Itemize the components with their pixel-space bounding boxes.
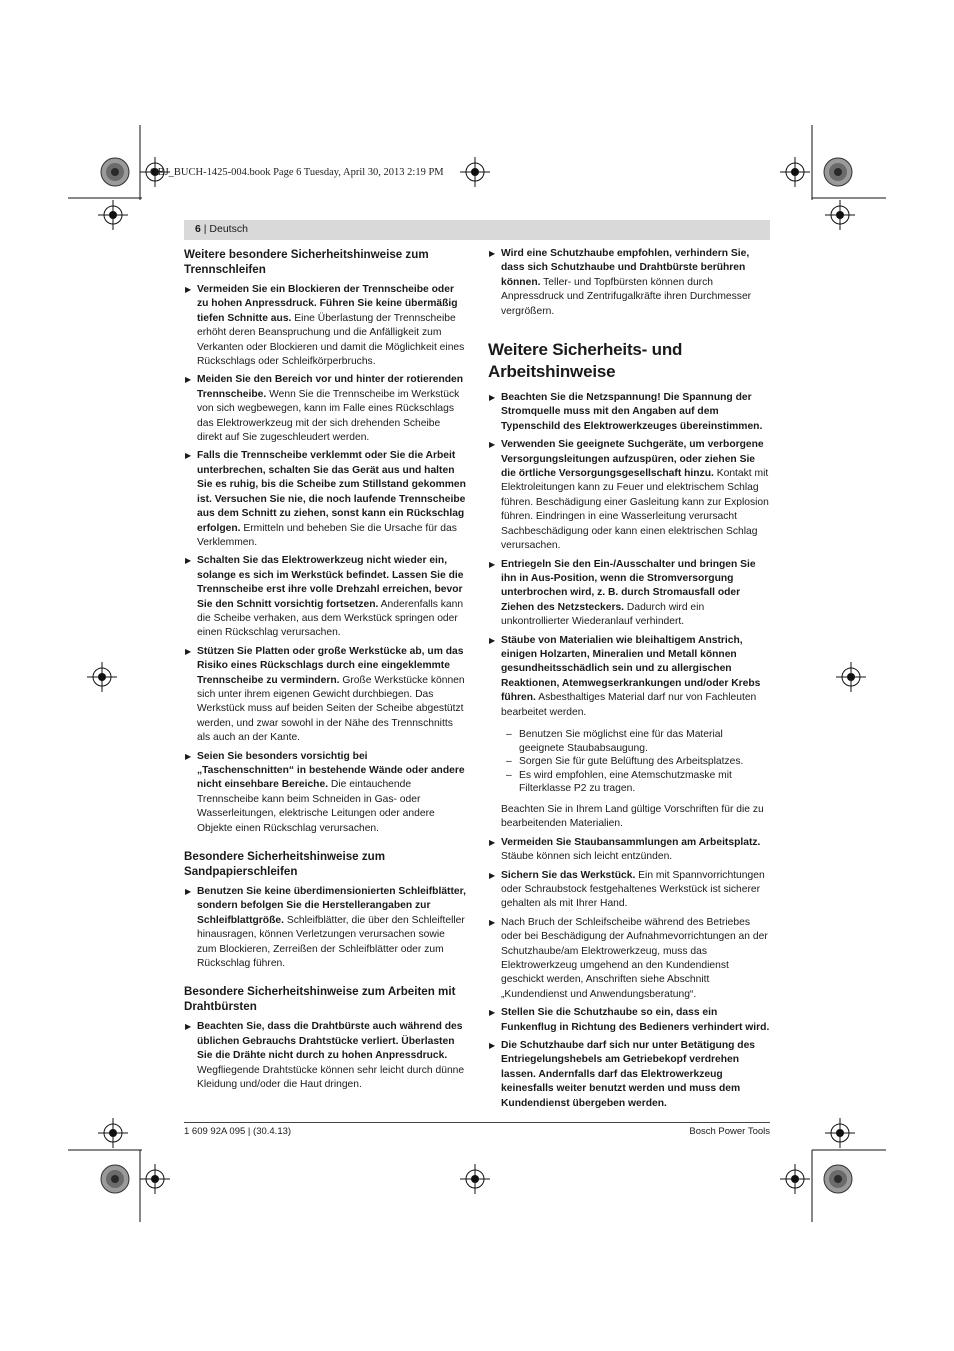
dash-bullet: – <box>506 756 512 768</box>
item-text: Große Werkstücke können sich unter ihrem eigenen Gewicht durchbiegen. Das Werkstück muss auf beiden Seiten der Scheibe abgestützt werden, und zwar sowohl in der Nähe des Trennschnitts als auch an der Kante. <box>197 674 465 744</box>
list-item <box>488 558 770 630</box>
bullet-triangle-icon: ▶ <box>489 837 496 847</box>
list-item <box>184 554 466 640</box>
item-text: Asbesthaltiges Material darf nur von Fachleuten bearbeitet werden. <box>501 692 757 718</box>
list-item <box>488 916 770 1002</box>
list-item <box>184 373 466 445</box>
bullet-triangle-icon: ▶ <box>185 1022 192 1032</box>
bullet-triangle-icon: ▶ <box>185 751 192 761</box>
dash-list <box>488 728 770 796</box>
list-item <box>488 634 770 720</box>
list-item <box>184 750 466 836</box>
item-text: Dadurch wird ein unkontrollierter Wiederanlauf verhindert. <box>501 601 705 628</box>
item-emphasis: Stäube von Materialien wie bleihaltigem Anstrich, einigen Holzarten, Mineralien und Metall können gesundheitsschädlich sein und zu allergischen Reaktionen, Atemwegserkrankungen und/oder Krebs führen. <box>501 634 761 704</box>
list-item <box>184 283 466 369</box>
bullet-triangle-icon: ▶ <box>489 559 496 569</box>
item-emphasis: Entriegeln Sie den Ein-/Ausschalter und bringen Sie ihn in Aus-Position, wenn die Stromversorgung unterbrochen wird, z. B. durch Stromausfall oder Ziehen des Netzsteckers. <box>501 558 756 613</box>
dash-text: Sorgen Sie für gute Belüftung des Arbeitsplatzes. <box>519 756 744 768</box>
page-header <box>195 223 248 235</box>
bullet-triangle-icon: ▶ <box>185 556 192 566</box>
right-column <box>488 247 770 1115</box>
item-emphasis: Schalten Sie das Elektrowerkzeug nicht wieder ein, solange es sich im Werkstück befindet. Lassen Sie die Trennscheibe erst ihre volle Drehzahl erreichen, bevor Sie den Schnitt vorsichtig fortsetzen. <box>197 555 464 610</box>
list-item <box>184 449 466 550</box>
bullet-triangle-icon: ▶ <box>489 249 496 258</box>
list-item <box>184 885 466 971</box>
list-item <box>488 836 770 865</box>
list-item <box>488 391 770 434</box>
dash-bullet: – <box>506 769 512 781</box>
item-emphasis: Verwenden Sie geeignete Suchgeräte, um verborgene Versorgungsleitungen aufzuspüren, oder ziehen Sie die örtliche Versorgungsgesellschaft hinzu. <box>501 439 764 480</box>
item-emphasis: Beachten Sie, dass die Drahtbürste auch während des üblichen Gebrauchs Drahtstücke verliert. Überlasten Sie die Drähte nicht durch zu hohen Anpressdruck. <box>197 1021 463 1062</box>
item-emphasis: Wird eine Schutzhaube empfohlen, verhindern Sie, dass sich Schutzhaube und Drahtbürste berühren können. <box>501 248 750 288</box>
bullet-triangle-icon: ▶ <box>489 440 496 450</box>
bullet-triangle-icon: ▶ <box>489 1041 496 1051</box>
bullet-triangle-icon: ▶ <box>185 285 192 294</box>
item-emphasis: Stützen Sie Platten oder große Werkstücke ab, um das Risiko eines Rückschlags durch eine eingeklemmte Trennscheibe zu vermindern. <box>197 645 464 686</box>
bullet-triangle-icon: ▶ <box>185 375 192 385</box>
footer-rule <box>184 1122 770 1123</box>
item-emphasis: Vermeiden Sie ein Blockieren der Trennscheibe oder zu hohen Anpressdruck. Führen Sie keine übermäßig tiefen Schnitte aus. <box>197 284 458 324</box>
list-item <box>488 1006 770 1035</box>
header-separator: | <box>200 223 210 235</box>
item-emphasis: Benutzen Sie keine überdimensionierten Schleifblätter, sondern befolgen Sie die Herstellerangaben zur Schleifblattgröße. <box>197 886 466 926</box>
footer-brand: Bosch Power Tools <box>689 1126 770 1137</box>
print-info-line: OBJ_BUCH-1425-004.book Page 6 Tuesday, April 30, 2013 2:19 PM <box>150 167 444 178</box>
item-text: Ermitteln und beheben Sie die Ursache für das Verklemmen. <box>197 522 457 548</box>
dash-list-item <box>488 769 770 796</box>
section-heading: Besondere Sicherheitshinweise zum Arbeiten mit Drahtbürsten <box>184 985 456 1014</box>
item-text: Die eintauchende Trennscheibe kann beim Schneiden in Gas- oder Wasserleitungen, elektrische Leitungen oder andere Objekte einen Rückschlag verursachen. <box>197 779 435 834</box>
item-text: Teller- und Topfbürsten können durch Anpressdruck und Zentrifugalkräfte ihren Durchmesser vergrößern. <box>501 276 752 317</box>
list-item <box>184 645 466 746</box>
dash-text: Benutzen Sie möglichst eine für das Material geeignete Staubabsaugung. <box>519 728 723 754</box>
section-heading: Besondere Sicherheitshinweise zum Sandpapierschleifen <box>184 850 386 879</box>
bullet-triangle-icon: ▶ <box>185 646 192 656</box>
dash-note: Beachten Sie in Ihrem Land gültige Vorschriften für die zu bearbeitenden Materialien. <box>501 803 764 830</box>
dash-text: Es wird empfohlen, eine Atemschutzmaske mit Filterklasse P2 zu tragen. <box>519 769 732 795</box>
item-text: Nach Bruch der Schleifscheibe während des Betriebes oder bei Beschädigung der Aufnahmevorrichtungen an der Schutzhaube/am Elektrowerkzeug, muss das Elektrowerkzeug umgehend an den Kundendienst geschickt werden, Anschriften siehe Abschnitt „Kundendienst und Anwendungsberatung“. <box>501 916 768 1000</box>
item-text: Ein mit Spannvorrichtungen oder Schraubstock festgehaltenes Werkstück ist sicherer gehalten als mit Ihrer Hand. <box>501 869 765 910</box>
bullet-triangle-icon: ▶ <box>185 887 192 897</box>
item-text: Eine Überlastung der Trennscheibe erhöht deren Beanspruchung und die Anfälligkeit zum Verkanten oder Blockieren und damit die Möglichkeit eines Rückschlags oder Schleifkörperbruchs. <box>197 312 465 368</box>
dash-list-item <box>488 728 770 755</box>
dash-bullet: – <box>506 728 512 740</box>
item-text: Schleifblätter, die über den Schleifteller hinausragen, können Verletzungen verursachen sowie zum Blockieren, Zerreißen der Schleifblätter oder zum Rückschlag führen. <box>197 914 465 970</box>
item-emphasis: Vermeiden Sie Staubansammlungen am Arbeitsplatz. <box>501 836 761 848</box>
footer-doc-number: 1 609 92A 095 | (30.4.13) <box>184 1126 292 1137</box>
page-header-bar <box>184 220 770 240</box>
section-heading: Weitere besondere Sicherheitshinweise zum Trennschleifen <box>184 248 429 276</box>
header-language: Deutsch <box>209 223 248 235</box>
item-text: Wenn Sie die Trennscheibe im Werkstück von sich wegbewegen, kann im Falle eines Rückschlags das Elektrowerkzeug mit der sich drehenden Scheibe direkt auf Sie zugeschleudert werden. <box>197 388 460 444</box>
bullet-triangle-icon: ▶ <box>489 1008 496 1018</box>
bullet-triangle-icon: ▶ <box>489 870 496 880</box>
bullet-triangle-icon: ▶ <box>489 917 496 927</box>
bullet-triangle-icon: ▶ <box>185 451 192 461</box>
list-item <box>488 247 770 319</box>
item-text: Anderenfalls kann die Scheibe verhaken, aus dem Werkstück springen oder einen Rückschlag verursachen. <box>197 598 464 639</box>
item-emphasis: Die Schutzhaube darf sich nur unter Betätigung des Entriegelungshebels am Getriebekopf verdrehen lassen. Andernfalls darf das Elektrowerkzeug keinesfalls weiter benutzt werden und muss dem Kundendienst übergeben werden. <box>501 1040 756 1109</box>
item-emphasis: Beachten Sie die Netzspannung! Die Spannung der Stromquelle muss mit den Angaben auf dem Typenschild des Elektrowerkzeuges übereinstimmen. <box>501 392 763 432</box>
item-emphasis: Seien Sie besonders vorsichtig bei „Taschenschnitten“ in bestehende Wände oder andere nicht einsehbare Bereiche. <box>197 750 465 791</box>
item-emphasis: Meiden Sie den Bereich vor und hinter der rotierenden Trennscheibe. <box>197 374 464 400</box>
section-main-heading: Weitere Sicherheits- und Arbeitshinweise <box>488 340 683 382</box>
item-emphasis: Stellen Sie die Schutzhaube so ein, dass ein Funkenflug in Richtung des Bedieners verhindert wird. <box>501 1007 770 1033</box>
list-item <box>184 1020 466 1092</box>
list-item <box>488 869 770 912</box>
item-text: Kontakt mit Elektroleitungen kann zu Feuer und elektrischem Schlag führen. Beschädigung einer Gasleitung kann zur Explosion führen. Eindringen in eine Wasserleitung verursacht Sachbeschädigung oder kann einen elektrischen Schlag verursachen. <box>501 468 769 552</box>
item-emphasis: Falls die Trennscheibe verklemmt oder Sie die Arbeit unterbrechen, schalten Sie das Gerät aus und halten Sie es ruhig, bis die Scheibe zum Stillstand gekommen ist. Versuchen Sie nie, die noch laufende Trennscheibe aus dem Schnitt zu ziehen, sonst kann ein Rückschlag erfolgen. <box>197 450 466 534</box>
bullet-triangle-icon: ▶ <box>489 635 496 645</box>
item-text: Wegfliegende Drahtstücke können sehr leicht durch dünne Kleidung und/oder die Haut dringen. <box>197 1064 465 1091</box>
dash-list-item <box>488 755 770 769</box>
item-text: Stäube können sich leicht entzünden. <box>501 851 673 863</box>
left-column <box>184 247 466 1097</box>
item-emphasis: Sichern Sie das Werkstück. <box>501 869 636 881</box>
list-item <box>488 438 770 553</box>
bullet-triangle-icon: ▶ <box>489 393 496 403</box>
list-item <box>488 1039 770 1111</box>
page-number: 6 <box>195 223 201 235</box>
